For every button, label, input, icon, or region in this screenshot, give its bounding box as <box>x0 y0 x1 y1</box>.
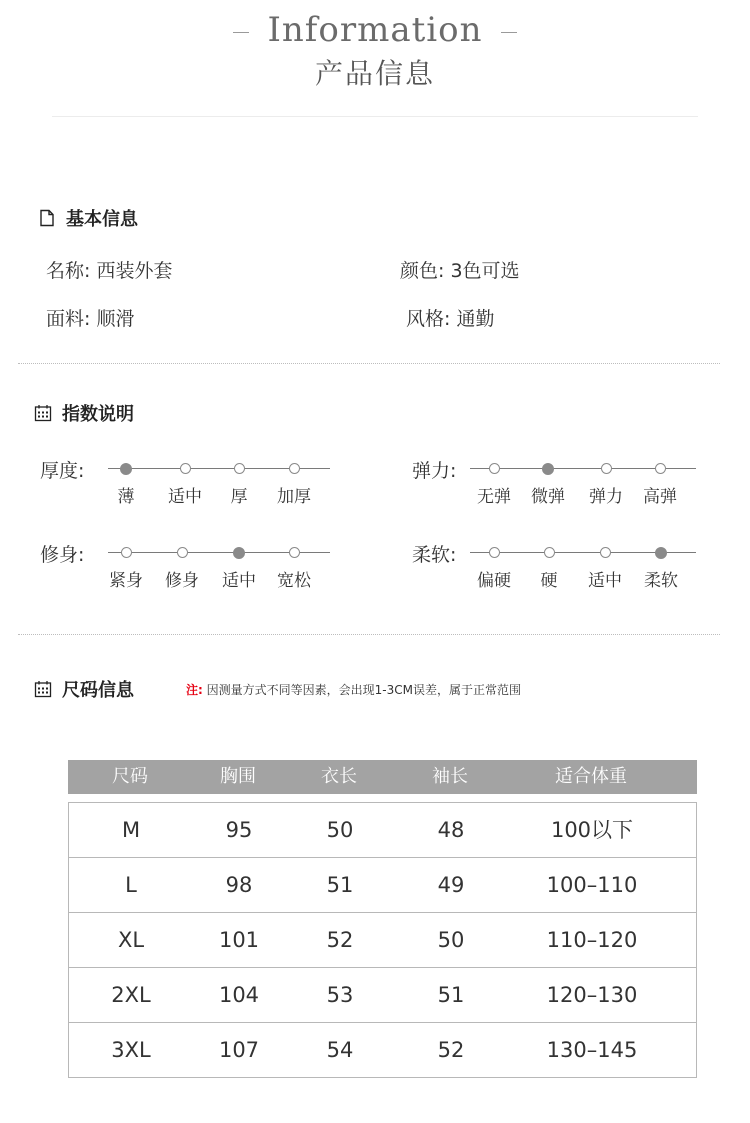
table-cell: 3XL <box>111 1038 151 1062</box>
name-colon: : <box>84 260 97 282</box>
scale-dot <box>544 547 555 558</box>
scale-option: 宽松 <box>277 571 311 591</box>
header-title-text: Information <box>267 10 483 50</box>
scale-option: 适中 <box>168 487 202 507</box>
table-cell: M <box>121 818 141 842</box>
scale-option: 弹力 <box>589 487 623 507</box>
scale-label: 柔软: <box>412 544 457 566</box>
scale-dot <box>489 547 500 558</box>
scale-dot-selected <box>233 547 245 559</box>
scale-dot <box>655 463 666 474</box>
title-dash-left <box>233 32 249 33</box>
table-cell: 110–120 <box>546 928 638 952</box>
table-cell: 2XL <box>111 983 151 1007</box>
section-divider <box>18 363 720 364</box>
table-row <box>69 968 696 1023</box>
scale-option: 柔软 <box>644 571 678 591</box>
scale-option: 修身 <box>165 571 199 591</box>
header-divider <box>52 116 698 117</box>
table-cell: 130–145 <box>546 1038 638 1062</box>
scale-option: 薄 <box>117 487 135 507</box>
table-cell: 50 <box>326 818 354 842</box>
scale-dot <box>289 547 300 558</box>
document-icon <box>38 209 56 227</box>
name-value: 西装外套 <box>96 260 173 282</box>
table-cell: 98 <box>225 873 253 897</box>
table-cell: 52 <box>326 928 354 952</box>
scale-dot <box>289 463 300 474</box>
color-colon: : <box>438 260 451 282</box>
calendar-icon <box>34 680 52 698</box>
table-cell: 95 <box>225 818 253 842</box>
style-label: 风格 <box>406 308 445 330</box>
basic-info-title: 基本信息 <box>66 209 138 230</box>
table-cell: 101 <box>218 928 260 952</box>
scale-dot <box>489 463 500 474</box>
scale-label: 厚度: <box>40 460 85 482</box>
table-header <box>68 760 697 794</box>
scale-dot <box>600 547 611 558</box>
fabric-value: 顺滑 <box>96 308 135 330</box>
table-cell: 49 <box>437 873 465 897</box>
size-heading <box>34 676 134 702</box>
note-prefix: 注: <box>186 683 203 697</box>
scale-label: 弹力: <box>412 460 457 482</box>
table-cell: 107 <box>218 1038 260 1062</box>
basic-info-heading <box>38 205 138 231</box>
table-cell: 100以下 <box>550 818 634 842</box>
scale-dot-selected <box>542 463 554 475</box>
table-cell: 50 <box>437 928 465 952</box>
scale-dot <box>121 547 132 558</box>
table-row <box>69 1023 696 1077</box>
scale-dot <box>234 463 245 474</box>
scale-option: 无弹 <box>477 487 511 507</box>
scale-label: 修身: <box>40 544 85 566</box>
table-cell: 53 <box>326 983 354 1007</box>
style-value: 通勤 <box>456 308 495 330</box>
scale-option: 适中 <box>222 571 256 591</box>
calendar-icon <box>34 404 52 422</box>
table-cell: 52 <box>437 1038 465 1062</box>
table-cell: L <box>125 873 137 897</box>
table-row <box>69 913 696 968</box>
size-note <box>186 681 521 698</box>
table-row <box>69 803 696 858</box>
scale-option: 微弹 <box>531 487 565 507</box>
scale-option: 硬 <box>540 571 558 591</box>
scale-dot <box>601 463 612 474</box>
fabric-colon: : <box>84 308 97 330</box>
scale-dot <box>180 463 191 474</box>
scale-option: 紧身 <box>109 571 143 591</box>
table-cell: 54 <box>326 1038 354 1062</box>
name-label: 名称 <box>46 260 85 282</box>
color-label: 颜色 <box>400 260 439 282</box>
table-cell: 120–130 <box>546 983 638 1007</box>
scale-option: 适中 <box>588 571 622 591</box>
table-cell: 104 <box>218 983 260 1007</box>
header-cell: 袖长 <box>432 766 468 787</box>
table-body <box>68 802 697 1078</box>
table-cell: 100–110 <box>546 873 638 897</box>
title-dash-right <box>501 32 517 33</box>
scale-option: 厚 <box>230 487 248 507</box>
scale-option: 偏硬 <box>477 571 511 591</box>
header-cell: 衣长 <box>321 766 357 787</box>
index-title: 指数说明 <box>62 404 134 425</box>
style-colon: : <box>444 308 457 330</box>
style-field <box>406 304 494 331</box>
name-field <box>46 256 172 283</box>
section-divider <box>18 634 720 635</box>
table-cell: 51 <box>326 873 354 897</box>
table-cell: 51 <box>437 983 465 1007</box>
index-heading <box>34 400 134 426</box>
scale-dot <box>177 547 188 558</box>
color-value: 3色可选 <box>450 260 520 282</box>
header-cell: 胸围 <box>220 766 256 787</box>
scale-option: 高弹 <box>643 487 677 507</box>
scale-option: 加厚 <box>277 487 311 507</box>
table-row <box>69 858 696 913</box>
header-cell: 适合体重 <box>555 766 627 787</box>
table-cell: XL <box>117 928 145 952</box>
table-cell: 48 <box>437 818 465 842</box>
header-title <box>0 10 750 50</box>
header-cell: 尺码 <box>112 766 148 787</box>
header-subtitle: 产品信息 <box>314 57 435 90</box>
scale-dot-selected <box>120 463 132 475</box>
note-text: 因测量方式不同等因素，会出现1-3CM误差，属于正常范围 <box>206 683 521 697</box>
fabric-field <box>46 304 134 331</box>
size-title: 尺码信息 <box>62 680 134 701</box>
fabric-label: 面料 <box>46 308 85 330</box>
scale-dot-selected <box>655 547 667 559</box>
color-field <box>400 256 520 283</box>
